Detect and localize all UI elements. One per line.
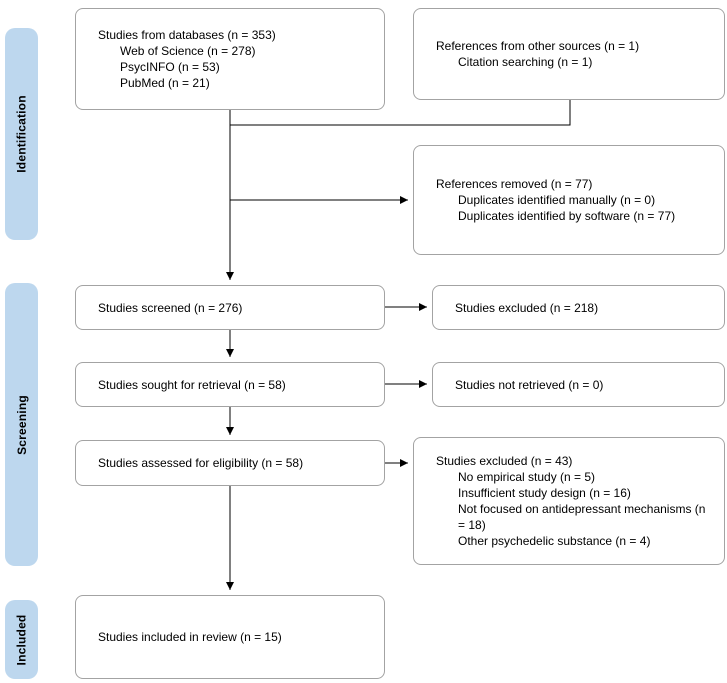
box-studies-from-databases bbox=[75, 8, 385, 110]
box-studies-assessed-eligibility bbox=[75, 440, 385, 486]
box-title: Studies sought for retrieval (n = 58) bbox=[98, 377, 286, 392]
box-item: PsycINFO (n = 53) bbox=[120, 60, 220, 74]
box-item: Duplicates identified manually (n = 0) bbox=[458, 193, 656, 207]
stage-screening bbox=[5, 283, 38, 566]
box-references-removed bbox=[413, 145, 725, 255]
box-studies-sought-retrieval bbox=[75, 362, 385, 407]
box-title: Studies assessed for eligibility (n = 58) bbox=[98, 456, 304, 470]
box-studies-not-retrieved bbox=[432, 362, 725, 407]
box-studies-excluded-screening bbox=[432, 285, 725, 330]
box-title: Studies screened (n = 276) bbox=[98, 300, 243, 315]
box-title: Studies not retrieved (n = 0) bbox=[455, 377, 604, 392]
box-studies-screened bbox=[75, 285, 385, 330]
stage-identification-label: Identification bbox=[14, 95, 29, 173]
box-studies-excluded-eligibility bbox=[413, 437, 725, 565]
box-references-other-sources bbox=[413, 8, 725, 100]
box-item: Insufficient study design (n = 16) bbox=[458, 486, 631, 500]
box-title: References removed (n = 77) bbox=[436, 177, 593, 191]
stage-screening-label: Screening bbox=[14, 394, 29, 455]
box-item: No empirical study (n = 5) bbox=[458, 470, 596, 484]
box-title: Studies from databases (n = 353) bbox=[98, 28, 276, 42]
box-studies-included-review bbox=[75, 595, 385, 679]
box-item: Other psychedelic substance (n = 4) bbox=[458, 534, 651, 548]
box-item: Web of Science (n = 278) bbox=[120, 44, 256, 58]
box-item: PubMed (n = 21) bbox=[120, 76, 210, 90]
box-item: Not focused on antidepressant mechanisms (n = 18) bbox=[458, 502, 706, 532]
box-item: Duplicates identified by software (n = 77) bbox=[458, 209, 676, 223]
box-title: Studies included in review (n = 15) bbox=[98, 630, 282, 644]
stage-included bbox=[5, 600, 38, 679]
stage-identification bbox=[5, 28, 38, 240]
box-item: Citation searching (n = 1) bbox=[458, 55, 593, 69]
box-title: Studies excluded (n = 43) bbox=[436, 454, 573, 468]
box-title: Studies excluded (n = 218) bbox=[455, 300, 599, 315]
box-title: References from other sources (n = 1) bbox=[436, 39, 640, 53]
stage-included-label: Included bbox=[14, 614, 29, 665]
